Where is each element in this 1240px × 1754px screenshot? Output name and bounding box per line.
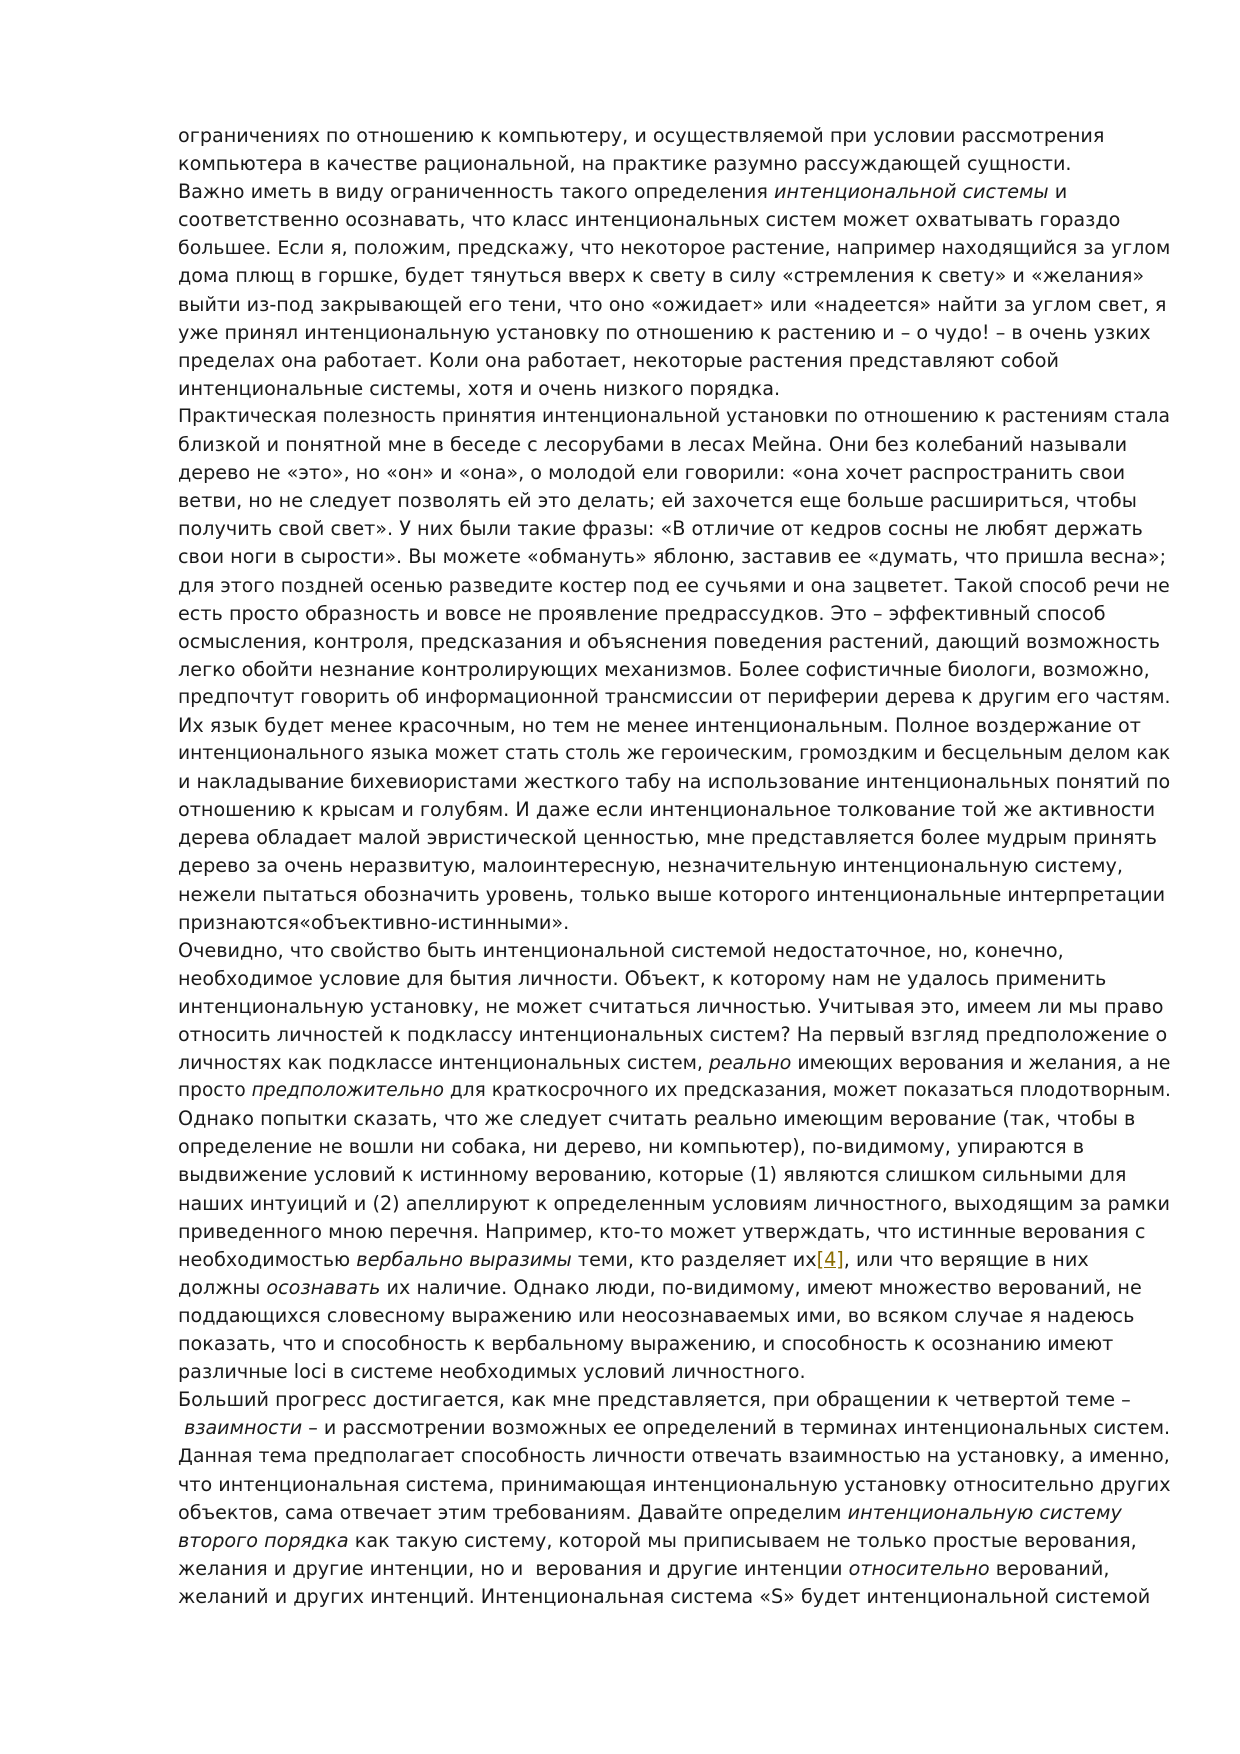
text-line [178, 937, 1168, 965]
text-segment: верований, [989, 1556, 1110, 1580]
text-line [178, 403, 1168, 431]
text-segment: необходимое условие для бытия личности. Объект, к которому нам не удалось применить [178, 966, 1107, 990]
text-line [178, 1105, 1168, 1133]
text-line [178, 347, 1168, 375]
text-line [178, 824, 1168, 852]
text-line [178, 291, 1168, 319]
text-segment: их наличие. Однако люди, по-видимому, имеют множество верований, не [380, 1275, 1142, 1299]
text-line [178, 1190, 1168, 1218]
body-text [178, 122, 1171, 1611]
text-segment: – и рассмотрении возможных ее определений в терминах интенциональных систем. [302, 1416, 1171, 1440]
text-segment: Больший прогресс достигается, как мне представляется, при обращении к четвертой теме – [178, 1388, 1131, 1412]
text-segment: близкой и понятной мне в беседе с лесорубами в лесах Мейна. Они без колебаний называли [178, 433, 1128, 457]
text-segment: относить личностей к подклассу интенциональных систем? На первый взгляд предположение о [178, 1023, 1168, 1046]
text-segment: свои ноги в сырости». Вы можете «обмануть» яблоню, заставив ее «думать, что пришла весна»; [178, 545, 1167, 569]
text-line [178, 515, 1168, 543]
italic-term: относительно [848, 1556, 990, 1580]
text-line [178, 1527, 1168, 1555]
italic-term: интенциональной системы [773, 180, 1049, 204]
text-line [178, 796, 1168, 824]
text-segment: просто [178, 1080, 252, 1102]
text-segment: необходимостью [178, 1247, 357, 1271]
text-line [178, 150, 1168, 178]
text-line [178, 1049, 1171, 1077]
text-segment: интенционального языка может стать столь же героическим, громоздким и бесцельным делом как [178, 743, 1171, 765]
text-segment: что интенциональная система, принимающая интенциональную установку относительно других [178, 1472, 1171, 1496]
text-segment: выйти из-под закрывающей его тени, что оно «ожидает» или «надеется» найти за углом свет, я [178, 292, 1167, 316]
text-line [178, 768, 1171, 796]
italic-term: второго порядка [178, 1528, 349, 1552]
text-line [178, 572, 1168, 600]
text-segment: и [1048, 180, 1068, 204]
text-segment: легко обойти незнание контролирующих механизмов. Более софистичные биологи, возможно, [178, 657, 1150, 681]
text-line [178, 1133, 1168, 1161]
text-line [178, 881, 1168, 909]
text-segment: предпочтут говорить об информационной трансмиссии от периферии дерева к другим его частям. [178, 686, 1171, 708]
text-segment: есть просто образность и вовсе не проявление предрассудков. Это – эффективный способ [178, 601, 1106, 625]
text-segment: Важно иметь в виду ограниченность такого определения [178, 180, 774, 204]
text-segment: показать, что и способность к вербальному выражению, и способность к осознанию имеют [178, 1332, 1114, 1356]
text-segment: уже принял интенциональную установку по отношению к растению и – о чудо! – в очень узких [178, 320, 1151, 344]
text-segment: и накладывание бихевиористами жесткого табу на использование интенциональных понятий по [178, 770, 1171, 794]
text-segment: Очевидно, что свойство быть интенциональной системой недостаточное, но, конечно, [178, 938, 1064, 962]
text-line [178, 1555, 1168, 1583]
text-segment: выдвижение условий к истинному верованию, которые (1) являются слишком сильными для [178, 1163, 1127, 1187]
text-segment: признаются«объективно-истинными». [178, 910, 570, 934]
text-line [178, 1274, 1168, 1302]
text-segment: желания и другие интенции, но и верования и другие интенции [178, 1556, 849, 1580]
text-line [178, 1442, 1168, 1470]
text-segment: Данная тема предполагает способность личности отвечать взаимностью на установку, а именно, [178, 1445, 1170, 1468]
text-segment: интенциональные системы, хотя и очень низкого порядка. [178, 376, 781, 400]
text-segment: поддающихся словесному выражению или неосознаваемых ими, во всяком случае я надеюсь [178, 1303, 1135, 1327]
text-line [178, 600, 1168, 628]
text-segment: наших интуиций и (2) апеллируют к определенным условиям личностного, выходящим за рамки [178, 1191, 1170, 1215]
text-line [178, 909, 1168, 937]
text-segment: для краткосрочного их предсказания, может показаться плодотворным. [444, 1080, 1171, 1102]
text-line [178, 656, 1168, 684]
text-segment: интенциональную установку, не может считаться личностью. Учитывая это, имеем ли мы право [178, 994, 1164, 1018]
text-line [178, 375, 1168, 403]
text-segment: как такую систему, которой мы приписываем не только простые верования, [348, 1528, 1137, 1552]
text-line [178, 993, 1168, 1021]
text-segment: объектов, сама отвечает этим требованиям. Давайте определим [178, 1500, 848, 1524]
text-segment: для этого поздней осенью разведите костер под ее сучьями и она зацветет. Такой способ речи не [178, 574, 1170, 597]
text-line [178, 1414, 1171, 1442]
text-line [178, 1021, 1168, 1049]
text-segment: дома плющ в горшке, будет тянуться вверх к свету в силу «стремления к свету» и «желания» [178, 264, 1145, 288]
text-line [178, 1302, 1168, 1330]
text-line [178, 1583, 1168, 1611]
italic-term: реально [708, 1052, 792, 1075]
text-line [178, 628, 1168, 656]
text-segment: дерево не «это», но «он» и «она», о молодой ели говорили: «она хочет распространить свои [178, 461, 1126, 485]
text-line [178, 431, 1168, 459]
text-segment: получить свой свет». У них были такие фразы: «В отличие от кедров сосны не любят держать [178, 517, 1143, 541]
text-line [178, 1471, 1171, 1499]
italic-term: вербально выразимы [356, 1247, 572, 1271]
text-segment: имеющих верования и желания, а не [791, 1052, 1171, 1075]
text-segment: отношению к крысам и голубям. И даже если интенциональное толкование той же активности [178, 798, 1156, 822]
text-segment: дерева обладает малой эвристической ценностью, мне представляется более мудрым принять [178, 826, 1157, 850]
text-line [178, 1330, 1168, 1358]
text-segment: нежели пытаться обозначить уровень, только выше которого интенциональные интерпретации [178, 882, 1166, 906]
text-segment: теми, кто разделяет их [571, 1247, 817, 1271]
text-line [178, 684, 1171, 712]
text-line [178, 262, 1168, 290]
text-segment: личностях как подклассе интенциональных систем, [178, 1052, 709, 1075]
text-segment: должны [178, 1275, 267, 1299]
text-segment: компьютера в качестве рациональной, на практике разумно рассуждающей сущности. [178, 152, 1072, 176]
text-segment: , или что верящие в них [843, 1247, 1089, 1271]
text-line [178, 1358, 1168, 1386]
text-segment: определение не вошли ни собака, ни дерево, ни компьютер), по-видимому, упираются в [178, 1135, 1085, 1159]
footnote-link[interactable]: [4] [816, 1247, 844, 1271]
text-segment: дерево за очень неразвитую, малоинтересную, незначительную интенциональную систему, [178, 854, 1123, 878]
text-segment: соответственно осознавать, что класс интенциональных систем может охватывать гораздо [178, 208, 1121, 232]
text-segment: пределах она работает. Коли она работает, некоторые растения представляют собой [178, 348, 1059, 372]
text-segment: различные loci в системе необходимых условий личностного. [178, 1360, 806, 1384]
text-line [178, 319, 1168, 347]
text-line [178, 965, 1168, 993]
text-segment: ветви, но не следует позволять ей это делать; ей захочется еще больше расшириться, чтобы [178, 489, 1137, 513]
text-line [178, 122, 1168, 150]
text-line [178, 852, 1168, 880]
text-segment: ограничениях по отношению к компьютеру, и осуществляемой при условии рассмотрения [178, 124, 1105, 147]
text-line [178, 1161, 1168, 1189]
text-line [178, 234, 1171, 262]
text-line [178, 712, 1168, 740]
text-line [178, 740, 1171, 768]
text-line [178, 1499, 1168, 1527]
text-line [178, 206, 1168, 234]
text-line [178, 1386, 1168, 1414]
text-line [178, 178, 1168, 206]
text-segment: желаний и других интенций. Интенциональная система «S» будет интенциональной системой [178, 1584, 1151, 1608]
text-line [178, 459, 1168, 487]
text-line [178, 1246, 1168, 1274]
text-segment: осмысления, контроля, предсказания и объяснения поведения растений, дающий возможность [178, 629, 1161, 653]
text-segment: Практическая полезность принятия интенциональной установки по отношению к растениям стала [178, 405, 1170, 427]
italic-term: предположительно [251, 1080, 444, 1102]
text-segment: Однако попытки сказать, что же следует считать реально имеющим верование (так, чтобы в [178, 1107, 1136, 1131]
italic-term: взаимности [184, 1416, 303, 1440]
text-segment: большее. Если я, положим, предскажу, что некоторое растение, например находящийся за углом [178, 237, 1171, 260]
text-segment: приведенного мною перечня. Например, кто-то может утверждать, что истинные верования с [178, 1219, 1146, 1243]
text-line [178, 487, 1168, 515]
italic-term: осознавать [266, 1275, 381, 1299]
text-line [178, 543, 1168, 571]
text-segment: Их язык будет менее красочным, но тем не менее интенциональным. Полное воздержание от [178, 713, 1141, 737]
text-line [178, 1218, 1168, 1246]
italic-term: интенциональную систему [847, 1500, 1122, 1524]
text-line [178, 1077, 1171, 1105]
